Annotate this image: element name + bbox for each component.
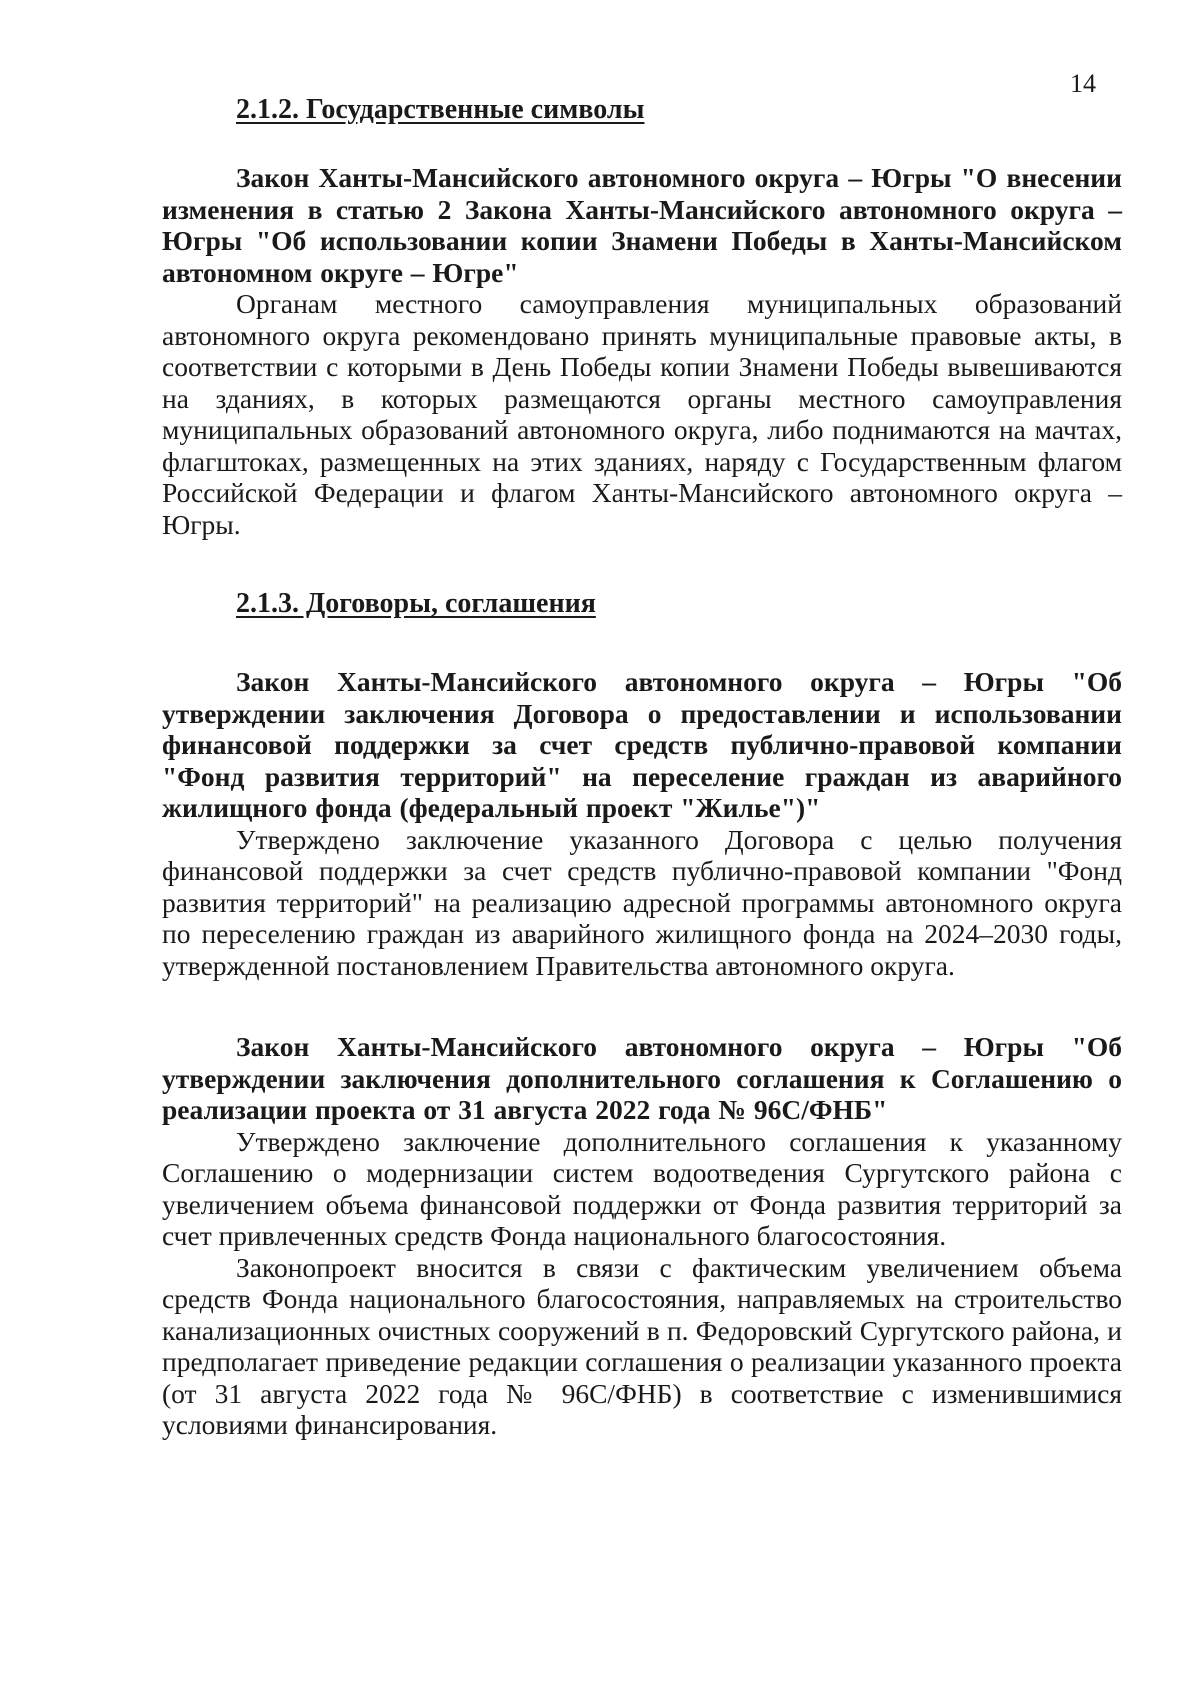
law-title-housing-fund: Закон Ханты-Мансийского автономного округа – Югры "Об утверждении заключения Договора о предоставлении и использовании финансовой поддержки за счет средств публично-правовой компании "Фонд развития территорий" на переселение граждан из аварийного жилищного фонда (федеральный проект "Жилье")" (162, 666, 1122, 823)
law-paragraph-victory-banner: Органам местного самоуправления муниципальных образований автономного округа рекомендовано принять муниципальные правовые акты, в соответствии с которыми в День Победы копии Знамени Победы вывешиваются на зданиях, в которых размещаются органы местного самоуправления муниципальных образований автономного округа, либо поднимаются на мачтах, флагштоках, размещенных на этих зданиях, наряду с Государственным флагом Российской Федерации и флагом Ханты-Мансийского автономного округа – Югры. (162, 288, 1122, 540)
section-heading-state-symbols: 2.1.2. Государственные символы (236, 94, 645, 125)
law-title-additional-agreement: Закон Ханты-Мансийского автономного округа – Югры "Об утверждении заключения дополнительного соглашения к Соглашению о реализации проекта от 31 августа 2022 года № 96С/ФНБ" (162, 1031, 1122, 1125)
page-number: 14 (1070, 69, 1096, 98)
law-paragraph-additional-agreement-1: Утверждено заключение дополнительного соглашения к указанному Соглашению о модернизации систем водоотведения Сургутского района с увеличением объема финансовой поддержки от Фонда развития территорий за счет привлеченных средств Фонда национального благосостояния. (162, 1125, 1122, 1251)
document-body (162, 92, 1122, 1441)
law-paragraph-housing-fund: Утверждено заключение указанного Договора с целью получения финансовой поддержки за счет средств публично-правовой компании "Фонд развития территорий" на реализацию адресной программы автономного округа по переселению граждан из аварийного жилищного фонда на 2024–2030 годы, утвержденной постановлением Правительства автономного округа. (162, 823, 1122, 981)
section-heading-agreements: 2.1.3. Договоры, соглашения (236, 588, 596, 619)
law-paragraph-additional-agreement-2: Законопроект вносится в связи с фактическим увеличением объема средств Фонда национального благосостояния, направляемых на строительство канализационных очистных сооружений в п. Федоровский Сургутского района, и предполагает приведение редакции соглашения о реализации указанного проекта (от 31 августа 2022 года № 96С/ФНБ) в соответствие с изменившимися условиями финансирования. (162, 1251, 1122, 1440)
law-title-victory-banner: Закон Ханты-Мансийского автономного округа – Югры "О внесении изменения в статью 2 Закона Ханты-Мансийского автономного округа – Югры "Об использовании копии Знамени Победы в Ханты-Мансийском автономном округе – Югре" (162, 162, 1122, 288)
